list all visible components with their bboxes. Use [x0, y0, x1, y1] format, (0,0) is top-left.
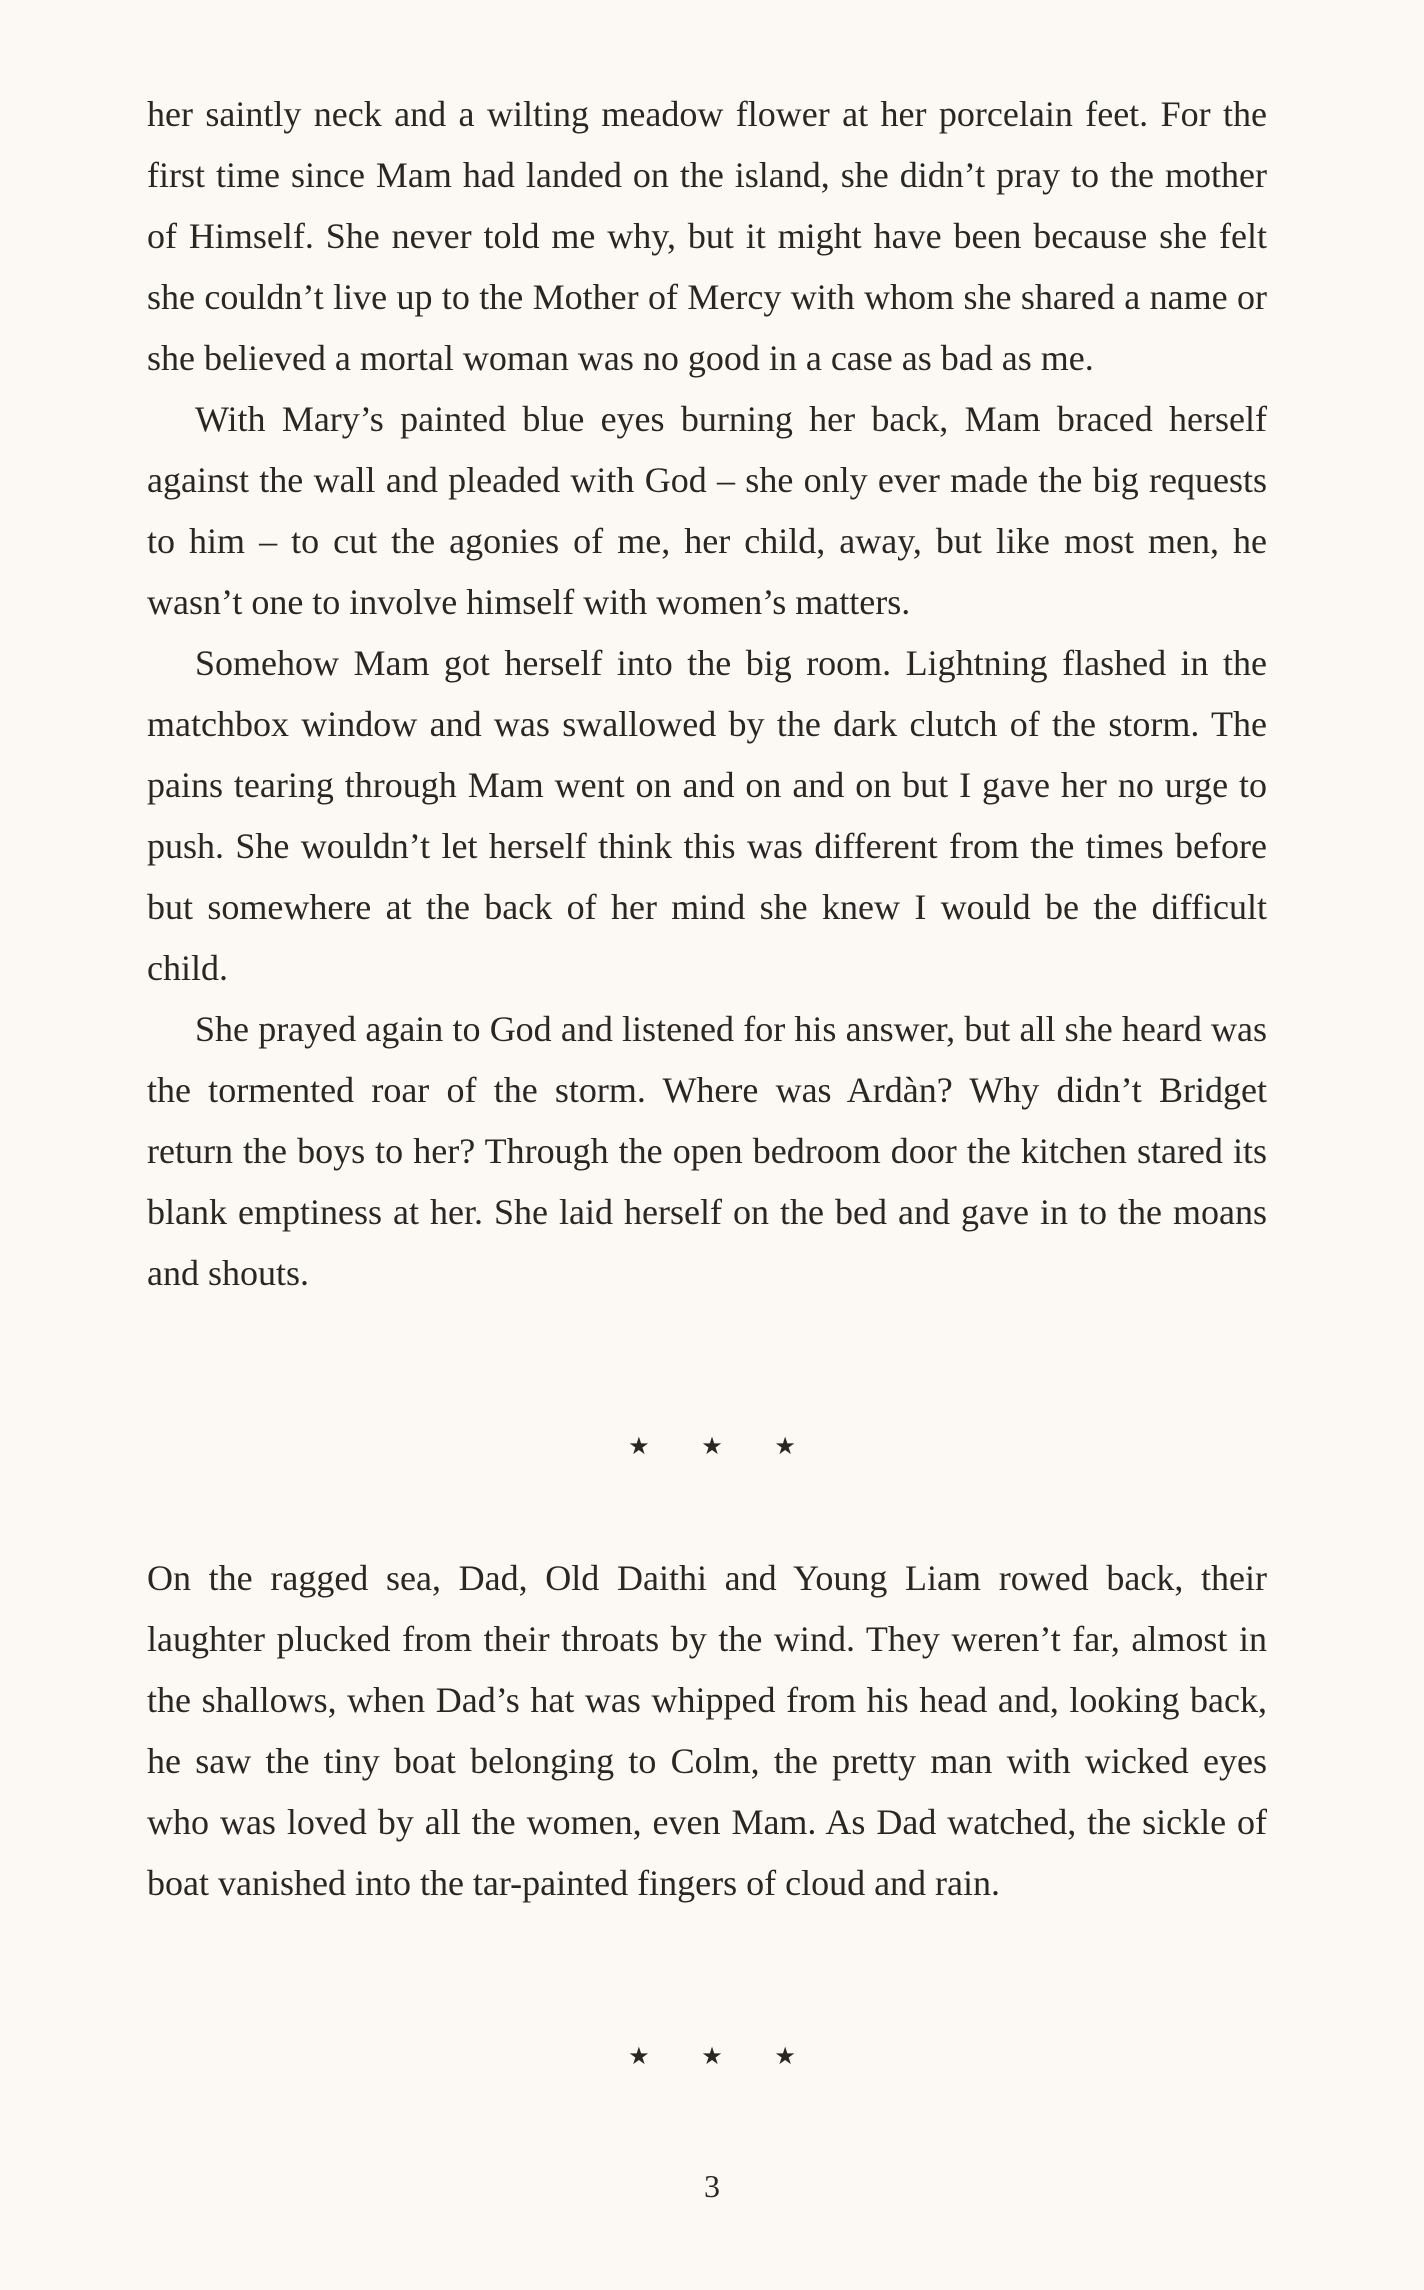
- section-separator-2: [0, 2042, 1424, 2070]
- page-number: 3: [704, 2168, 720, 2204]
- paragraph-3: Somehow Mam got herself into the big room. Lightning flashed in the matchbox window and was swallowed by the dark clutch of the storm. The pains tearing through Mam went on and on and on but I gave her no urge to push. She wouldn’t let herself think this was different from the times before but somewhere at the back of her mind she knew I would be the difficult child.: [147, 643, 1267, 988]
- star-icon: ★: [628, 2042, 650, 2070]
- star-icon: ★: [774, 2042, 796, 2070]
- star-icon: ★: [774, 1432, 796, 1460]
- paragraph-1: her saintly neck and a wilting meadow flower at her porcelain feet. For the first time since Mam had landed on the island, she didn’t pray to the mother of Himself. She never told me why, but it might have been because she felt she couldn’t live up to the Mother of Mercy with whom she shared a name or she believed a mortal woman was no good in a case as bad as me.: [147, 94, 1267, 378]
- paragraph-4: She prayed again to God and listened for his answer, but all she heard was the tormented roar of the storm. Where was Ardàn? Why didn’t Bridget return the boys to her? Through the open bedroom door the kitchen stared its blank emptiness at her. She laid herself on the bed and gave in to the moans and shouts.: [147, 1009, 1267, 1293]
- chapter-section-2: [147, 1548, 1267, 1914]
- chapter-section-1: [147, 84, 1267, 1304]
- star-icon: ★: [701, 1432, 723, 1460]
- star-icon: ★: [628, 1432, 650, 1460]
- section-separator-1: [0, 1432, 1424, 1460]
- paragraph-5: On the ragged sea, Dad, Old Daithi and Young Liam rowed back, their laughter plucked from their throats by the wind. They weren’t far, almost in the shallows, when Dad’s hat was whipped from his head and, looking back, he saw the tiny boat belonging to Colm, the pretty man with wicked eyes who was loved by all the women, even Mam. As Dad watched, the sickle of boat vanished into the tar-painted fingers of cloud and rain.: [147, 1558, 1267, 1903]
- star-icon: ★: [701, 2042, 723, 2070]
- paragraph-2: With Mary’s painted blue eyes burning her back, Mam braced herself against the wall and pleaded with God – she only ever made the big requests to him – to cut the agonies of me, her child, away, but like most men, he wasn’t one to involve himself with women’s matters.: [147, 399, 1267, 622]
